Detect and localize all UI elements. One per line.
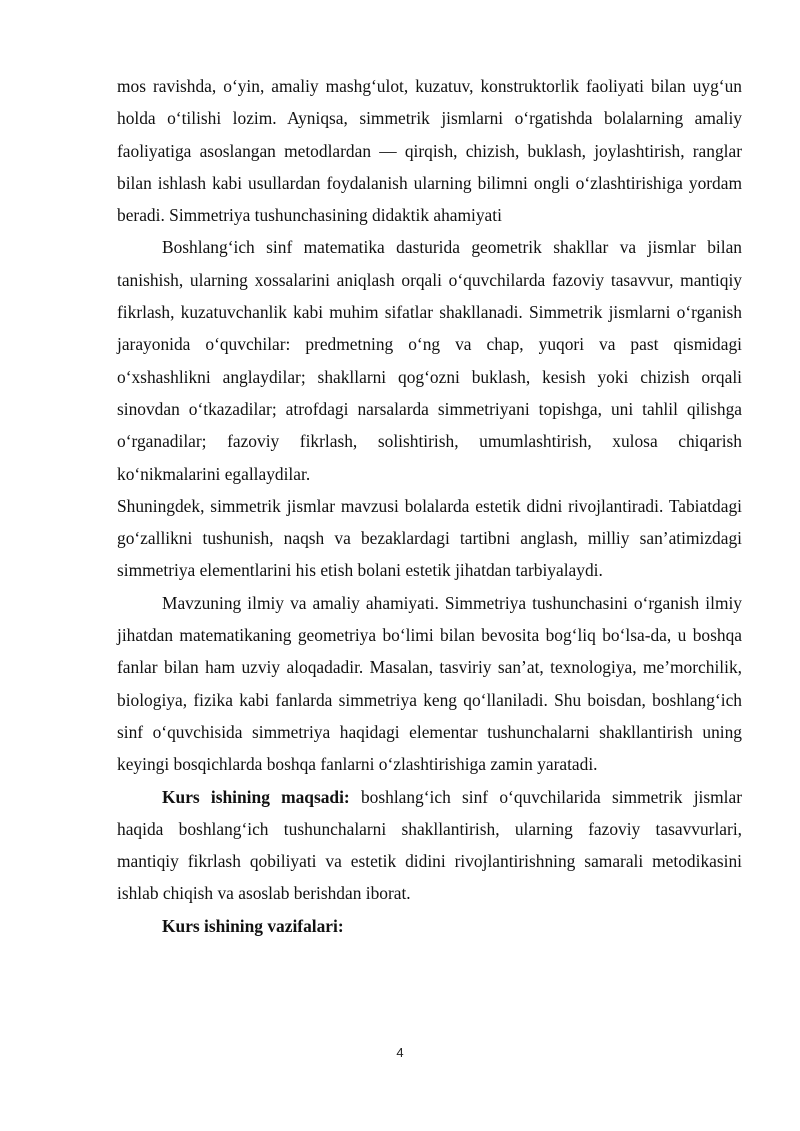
paragraph-4: Mavzuning ilmiy va amaliy ahamiyati. Simmetriya tushunchasini o‘rganish ilmiy jihatdan matematikaning geometriya bo‘limi bilan bevosita bog‘liq bo‘lsa-da, u boshqa fanlar bilan ham uzviy aloqadadir. Masalan, tasviriy san’at, texnologiya, me’morchilik, biologiya, fizika kabi fanlarda simmetriya keng qo‘llaniladi. Shu boisdan, boshlang‘ich sinf o‘quvchisida simmetriya haqidagi elementar tushunchalarni shakllantirish uning keyingi bosqichlarda boshqa fanlarni o‘zlashtirishiga zamin yaratadi.	[117, 592, 742, 775]
tasks-label: Kurs ishining vazifalari:	[162, 915, 344, 936]
page-body	[117, 70, 742, 942]
goal-label: Kurs ishining maqsadi:	[162, 786, 350, 807]
paragraph-1: mos ravishda, o‘yin, amaliy mashg‘ulot, kuzatuv, konstruktorlik faoliyati bilan uyg‘un holda o‘tilishi lozim. Ayniqsa, simmetrik jismlarni o‘rgatishda bolalarning amaliy faoliyatiga asoslangan metodlardan — qirqish, chizish, buklash, joylashtirish, ranglar bilan ishlash kabi usullardan foydalanish ularning bilimni ongli o‘zlashtirishiga yordam beradi. Simmetriya tushunchasining didaktik ahamiyati	[117, 76, 742, 226]
paragraph-6	[117, 910, 742, 942]
goal-text: boshlang‘ich sinf o‘quvchilarida simmetrik jismlar haqida boshlang‘ich tushunchalarni shakllantirish, ularning fazoviy tasavvurlari, mantiqiy fikrlash qobiliyati va estetik didini rivojlantirishning samarali metodikasini ishlab chiqish va asoslab berishdan iborat.	[117, 786, 743, 904]
page-number: 4	[396, 1045, 404, 1060]
paragraph-3: Shuningdek, simmetrik jismlar mavzusi bolalarda estetik didni rivojlantiradi. Tabiatdagi go‘zallikni tushunish, naqsh va bezaklardagi tartibni anglash, milliy san’atimizdagi simmetriya elementlarini his etish bolani estetik jihatdan tarbiyalaydi.	[117, 495, 742, 581]
paragraph-5	[117, 781, 742, 910]
paragraph-2: Boshlang‘ich sinf matematika dasturida geometrik shakllar va jismlar bilan tanishish, ularning xossalarini aniqlash orqali o‘quvchilarda fazoviy tasavvur, mantiqiy fikrlash, kuzatuvchanlik kabi muhim sifatlar shakllanadi. Simmetrik jismlarni o‘rganish jarayonida o‘quvchilar: predmetning o‘ng va chap, yuqori va past qismidagi o‘xshashlikni anglaydilar; shakllarni qog‘ozni buklash, kesish yoki chizish orqali sinovdan o‘tkazadilar; atrofdagi narsalarda simmetriyani topishga, uni tahlil qilishga o‘rganadilar; fazoviy fikrlash, solishtirish, umumlashtirish, xulosa chiqarish ko‘nikmalarini egallaydilar.	[117, 237, 742, 484]
